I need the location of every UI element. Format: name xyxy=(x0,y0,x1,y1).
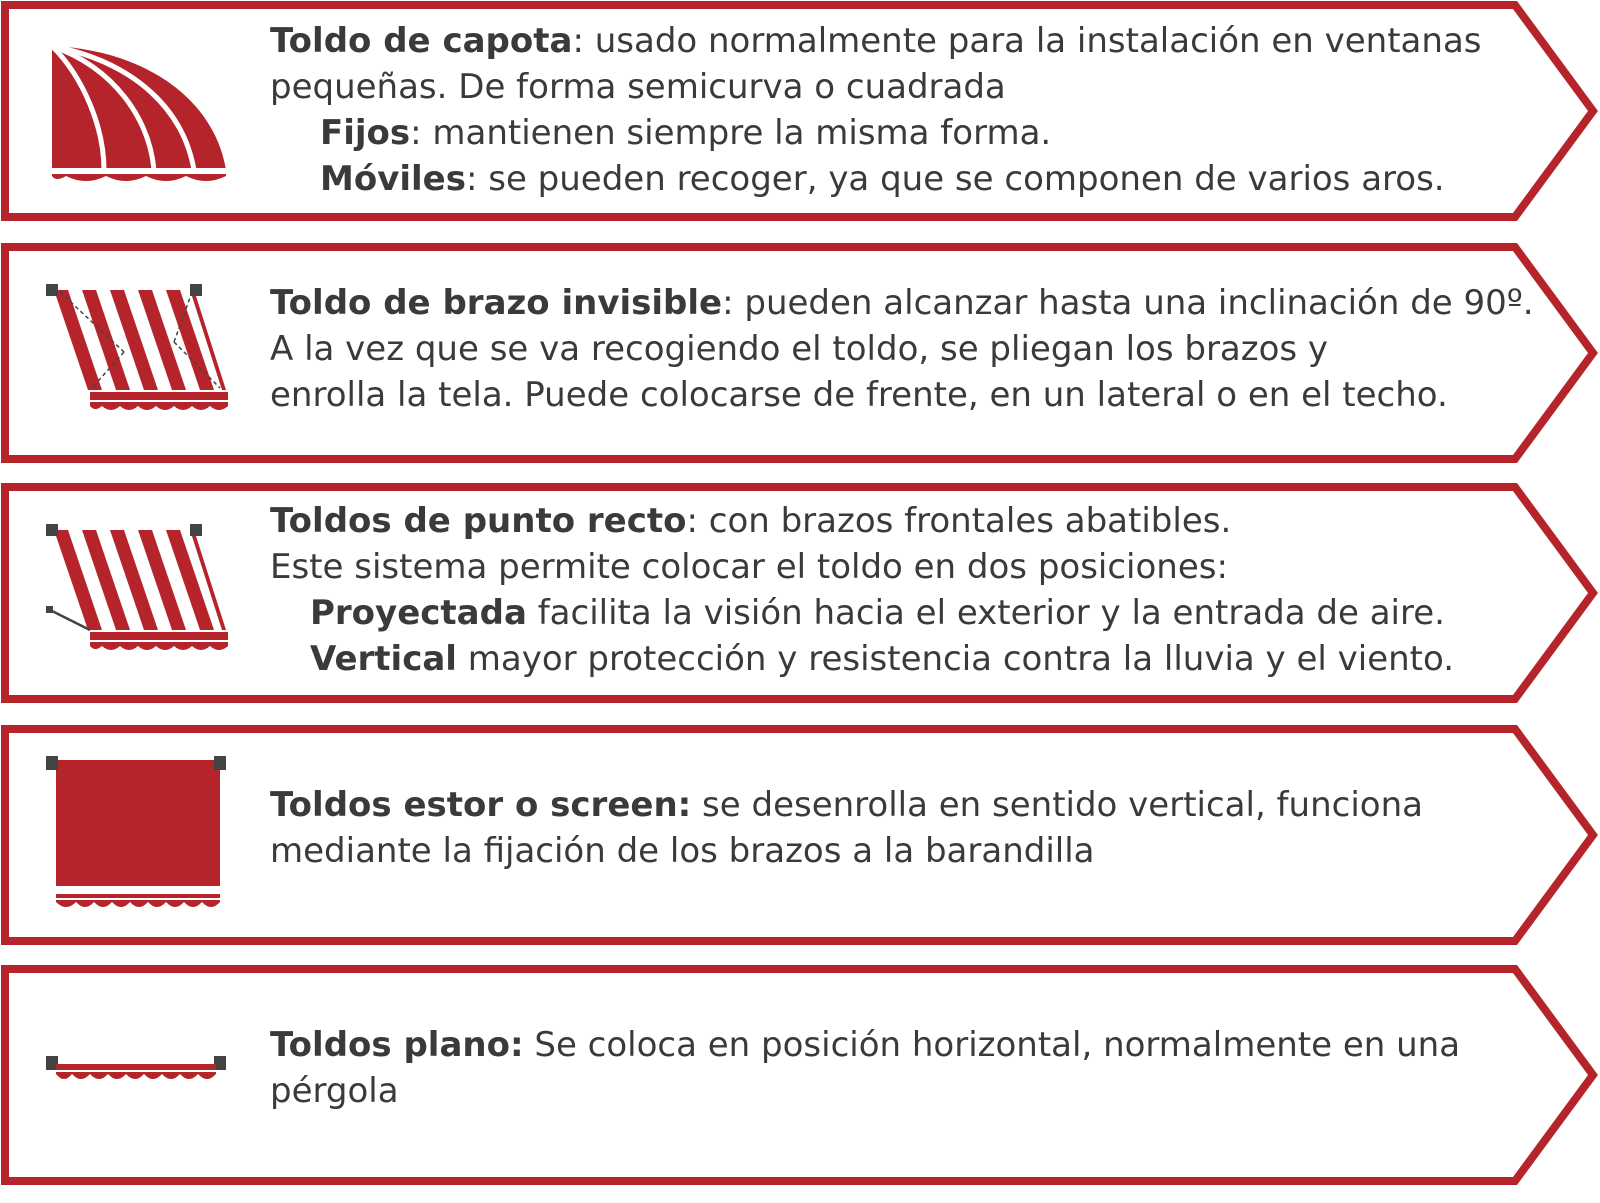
awning-card-punto-recto xyxy=(0,482,1600,704)
card-line: pérgola xyxy=(270,1071,399,1111)
card-description: : usado normalmente para la instalación en ventanas xyxy=(572,21,1482,61)
sub-text: : se pueden recoger, ya que se componen de varios aros. xyxy=(465,159,1445,199)
awning-card-brazo-invisible xyxy=(0,242,1600,464)
card-text xyxy=(270,1022,1540,1114)
invisible-arm-awning-icon xyxy=(44,282,236,422)
sub-label: Vertical xyxy=(310,639,457,679)
sub-text: facilita la visión hacia el exterior y la entrada de aire. xyxy=(526,593,1445,633)
straight-point-awning-icon xyxy=(44,522,236,662)
card-description: Se coloca en posición horizontal, normalmente en una xyxy=(523,1025,1461,1065)
card-text xyxy=(270,18,1540,202)
card-description: se desenrolla en sentido vertical, funciona xyxy=(691,785,1423,825)
flat-awning-icon xyxy=(44,1054,236,1094)
card-line: mediante la fijación de los brazos a la barandilla xyxy=(270,831,1095,871)
sub-label: Móviles xyxy=(320,159,466,199)
sub-text: mayor protección y resistencia contra la lluvia y el viento. xyxy=(456,639,1455,679)
card-title: Toldo de brazo invisible xyxy=(270,283,723,323)
awning-card-plano xyxy=(0,964,1600,1186)
card-text xyxy=(270,782,1540,874)
card-title: Toldo de capota xyxy=(270,21,573,61)
card-description: : pueden alcanzar hasta una inclinación de 90º. xyxy=(722,283,1534,323)
sub-text: : mantienen siempre la misma forma. xyxy=(410,113,1052,153)
card-title: Toldos estor o screen: xyxy=(270,785,692,825)
card-title: Toldos plano: xyxy=(270,1025,524,1065)
card-line: pequeñas. De forma semicurva o cuadrada xyxy=(270,67,1006,107)
card-title: Toldos de punto recto xyxy=(270,501,687,541)
awning-card-capota xyxy=(0,0,1600,222)
card-text xyxy=(270,280,1540,418)
sub-label: Proyectada xyxy=(310,593,527,633)
hood-awning-icon xyxy=(44,38,236,188)
card-line: enrolla la tela. Puede colocarse de frente, en un lateral o en el techo. xyxy=(270,375,1448,415)
card-text xyxy=(270,498,1540,682)
awning-card-estor-screen xyxy=(0,724,1600,946)
card-line: Este sistema permite colocar el toldo en dos posiciones: xyxy=(270,547,1228,587)
sub-label: Fijos xyxy=(320,113,411,153)
card-line: A la vez que se va recogiendo el toldo, se pliegan los brazos y xyxy=(270,329,1329,369)
screen-awning-icon xyxy=(44,754,236,914)
card-description: : con brazos frontales abatibles. xyxy=(686,501,1232,541)
